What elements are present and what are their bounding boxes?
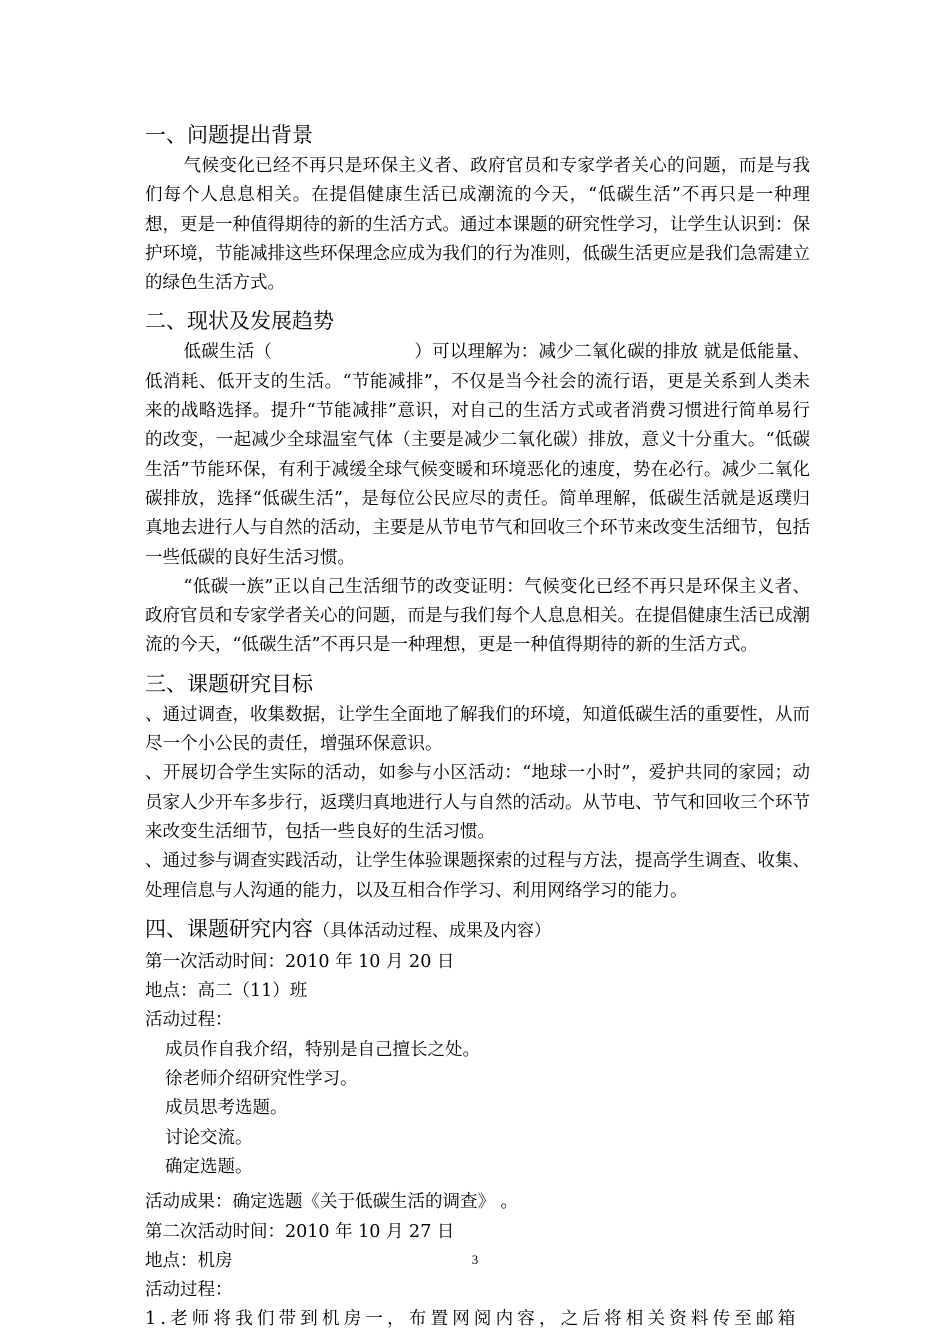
section-4-heading bbox=[145, 912, 810, 948]
activity-1-place: 地点：高二（11）班 bbox=[145, 981, 308, 1002]
activity-1-step: 成员思考选题。 bbox=[165, 1098, 288, 1119]
goal-2: 、开展切合学生实际的活动，如参与小区活动：“地球一小时”，爱护共同的家园；动员家人少开车多步行，返璞归真地进行人与自然的活动。从节电、节气和回收三个环节来改变生活细节，包括一些良好的生活习惯。 bbox=[145, 763, 810, 842]
activity-1-time: 第一次活动时间：2010 年 10 月 20 日 bbox=[145, 951, 455, 972]
page-number: 3 bbox=[471, 1252, 479, 1267]
activity-2-place: 地点：机房 bbox=[145, 1250, 233, 1271]
activity-2-step-1: 1.老师将我们带到机房一，布置网阅内容，之后将相关资料传至邮箱 bbox=[145, 1309, 800, 1330]
document-page bbox=[145, 118, 810, 1335]
section-2-paragraph-1 bbox=[145, 338, 810, 572]
activity-2-time: 第二次活动时间：2010 年 10 月 27 日 bbox=[145, 1221, 455, 1242]
goal-1: 、通过调查，收集数据，让学生全面地了解我们的环境，知道低碳生活的重要性，从而尽一个小公民的责任，增强环保意识。 bbox=[145, 704, 810, 755]
activity-1-step: 成员作自我介绍，特别是自己擅长之处。 bbox=[165, 1039, 480, 1060]
section-2-paragraph-1-prefix: 低碳生活（ bbox=[183, 342, 273, 363]
section-1-heading: 一、问题提出背景 bbox=[145, 123, 313, 147]
section-4-heading-sub: （具体活动过程、成果及内容） bbox=[313, 920, 551, 941]
activity-2-process-label: 活动过程： bbox=[145, 1280, 233, 1301]
activity-1-step: 确定选题。 bbox=[165, 1156, 253, 1177]
section-2-paragraph-2: “低碳一族”正以自己生活细节的改变证明：气候变化已经不再只是环保主义者、政府官员和专家学者关心的问题，而是与我们每个人息息相关。在提倡健康生活已成潮流的今天，“低碳生活”不再只是一种理想，更是一种值得期待的新的生活方式。 bbox=[145, 576, 810, 656]
section-2-paragraph-1-rest: ）可以理解为：减少二氧化碳的排放 就是低能量、低消耗、低开支的生活。“节能减排”，不仅是当今社会的流行语，更是关系到人类未来的战略选择。提升“节能减排”意识，对自己的生活方式或者消费习惯进行简单易行的改变，一起减少全球温室气体（主要是减少二氧化碳）排放，意义十分重大。“低碳生活”节能环保，有利于减缓全球气候变暖和环境恶化的速度，势在必行。减少二氧化碳排放，选择“低碳生活”，是每位公民应尽的责任。简单理解，低碳生活就是返璞归真地去进行人与自然的活动，主要是从节电节气和回收三个环节来改变生活细节，包括一些低碳的良好生活习惯。 bbox=[145, 342, 811, 568]
section-3-heading: 三、课题研究目标 bbox=[145, 671, 313, 696]
section-2-heading: 二、现状及发展趋势 bbox=[145, 309, 334, 334]
activity-1-step: 讨论交流。 bbox=[165, 1127, 253, 1148]
activity-1-process-label: 活动过程： bbox=[145, 1010, 233, 1031]
section-1-paragraph: 气候变化已经不再只是环保主义者、政府官员和专家学者关心的问题，而是与我们每个人息息相关。在提倡健康生活已成潮流的今天，“低碳生活”不再只是一种理想，更是一种值得期待的新的生活方式。通过本课题的研究性学习，让学生认识到：保护环境，节能减排这些环保理念应成为我们的行为准则，低碳生活更应是我们急需建立的绿色生活方式。 bbox=[145, 156, 810, 294]
goal-3: 、通过参与调查实践活动，让学生体验课题探索的过程与方法，提高学生调查、收集、处理信息与人沟通的能力，以及互相合作学习、利用网络学习的能力。 bbox=[145, 851, 810, 901]
activity-1-result: 活动成果：确定选题《关于低碳生活的调查》 。 bbox=[145, 1192, 519, 1213]
activity-1-step: 徐老师介绍研究性学习。 bbox=[165, 1069, 358, 1090]
section-4-heading-main: 四、课题研究内容 bbox=[145, 916, 313, 941]
